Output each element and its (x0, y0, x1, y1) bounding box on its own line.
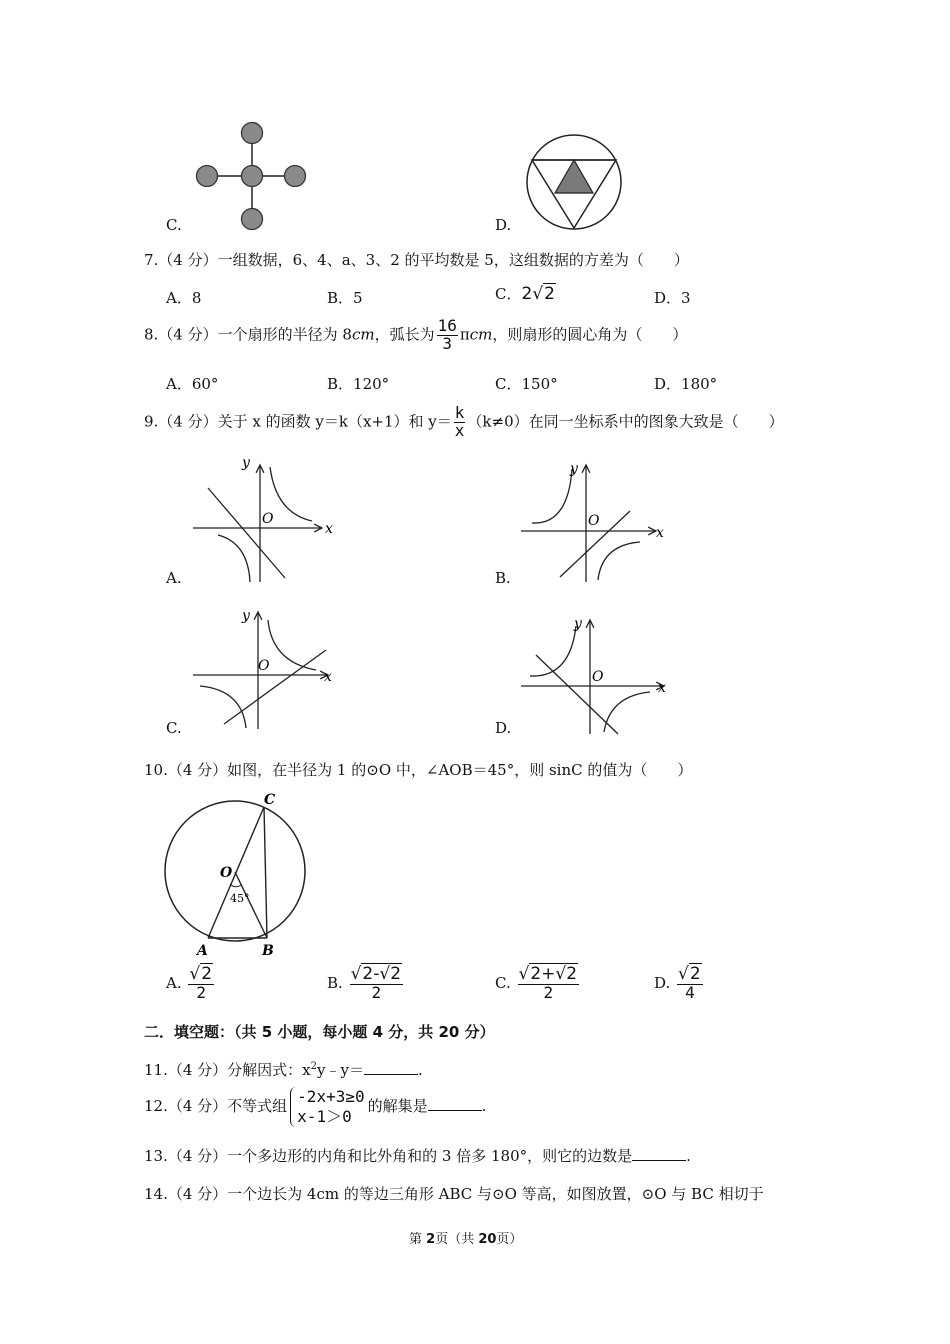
q8-option-a: A．60° (166, 375, 219, 393)
angle-label: 45° (230, 892, 250, 905)
q14-stem: 14.（4 分）一个边长为 4cm 的等边三角形 ABC 与⊙O 等高，如图放置，⊙O 与 BC 相切于 (144, 1185, 764, 1203)
point-o-label: O (220, 865, 233, 881)
origin-label: O (592, 669, 604, 685)
q9-option-a-label: A. (166, 569, 182, 587)
q11-stem: 11.（4 分）分解因式：$x^2y﹣y=$ . (144, 1061, 423, 1079)
x-axis-label: x (325, 521, 333, 537)
point-c-label: C (264, 792, 276, 808)
graph-option-c (190, 602, 340, 732)
q9-option-d-label: D. (495, 719, 512, 737)
q13-stem: 13.（4 分）一个多边形的内角和比外角和的 3 倍多 180°，则它的边数是 . (144, 1147, 691, 1165)
q8-option-b: B．120° (327, 375, 390, 393)
q9-stem: 9.（4 分）关于 x 的函数 y＝k（x+1）和 y＝ $\frac{k}{x}$ （k≠0）在同一坐标系中的图象大致是（ ） (144, 403, 784, 440)
section-heading: 二．填空题：（共 5 小题，每小题 4 分，共 20 分） (144, 1023, 495, 1041)
origin-label: O (258, 658, 270, 674)
q8-option-c: C．150° (495, 375, 558, 393)
x-axis-label: x (656, 525, 664, 541)
q7-option-c: C．2√2 (495, 284, 555, 304)
origin-label: O (588, 513, 600, 529)
y-axis-label: y (242, 608, 250, 624)
inequality-system: -2x+3≥0 x-1＞0 (290, 1087, 364, 1127)
graph-option-a (190, 455, 340, 585)
x-axis-label: x (324, 669, 332, 685)
q8-option-d: D．180° (654, 375, 718, 393)
q7-option-b: B．5 (327, 289, 363, 307)
q6-option-d-label: D. (495, 216, 512, 234)
q10-stem: 10.（4 分）如图，在半径为 1 的⊙O 中，∠AOB＝45°，则 sinC 的值为（ ） (144, 761, 693, 779)
origin-label: O (262, 511, 274, 527)
q6-option-c-label: C. (166, 216, 182, 234)
graph-option-b (518, 455, 668, 585)
q10-option-d: D. $\frac{√2}{4}$ (654, 964, 701, 1002)
y-axis-label: y (242, 455, 250, 471)
q7-option-a: A．8 (166, 289, 202, 307)
circle-angle-figure (160, 788, 320, 960)
q10-option-c: C. $\frac{√2+√2}{2}$ (495, 964, 578, 1002)
q7-stem: 7.（4 分）一组数据，6、4、a、3、2 的平均数是 5，这组数据的方差为（ ） (144, 251, 689, 269)
q10-option-a: A. $\frac{√2}{2}$ (166, 964, 213, 1002)
q8-stem: 8.（4 分）一个扇形的半径为 8cm，弧长为 $\frac{16}{3}$ πcm，则扇形的圆心角为（ ） (144, 316, 688, 353)
answer-blank (632, 1160, 686, 1161)
y-axis-label: y (570, 461, 578, 477)
x-axis-label: x (658, 680, 666, 696)
page-footer: 第 2页（共 20页） (409, 1232, 523, 1247)
cross-of-circles-figure (190, 118, 310, 233)
q12-stem: 12.（4 分）不等式组 -2x+3≥0 x-1＞0 的解集是 . (144, 1087, 487, 1126)
y-axis-label: y (574, 616, 582, 632)
answer-blank (428, 1110, 482, 1111)
q7-option-d: D．3 (654, 289, 691, 307)
point-b-label: B (262, 943, 274, 959)
q10-option-b: B. $\frac{√2-√2}{2}$ (327, 964, 402, 1002)
point-a-label: A (197, 943, 208, 959)
circle-triangle-figure (522, 130, 626, 234)
q9-option-b-label: B. (495, 569, 511, 587)
q9-option-c-label: C. (166, 719, 182, 737)
graph-option-d (518, 612, 668, 737)
answer-blank (364, 1074, 418, 1075)
